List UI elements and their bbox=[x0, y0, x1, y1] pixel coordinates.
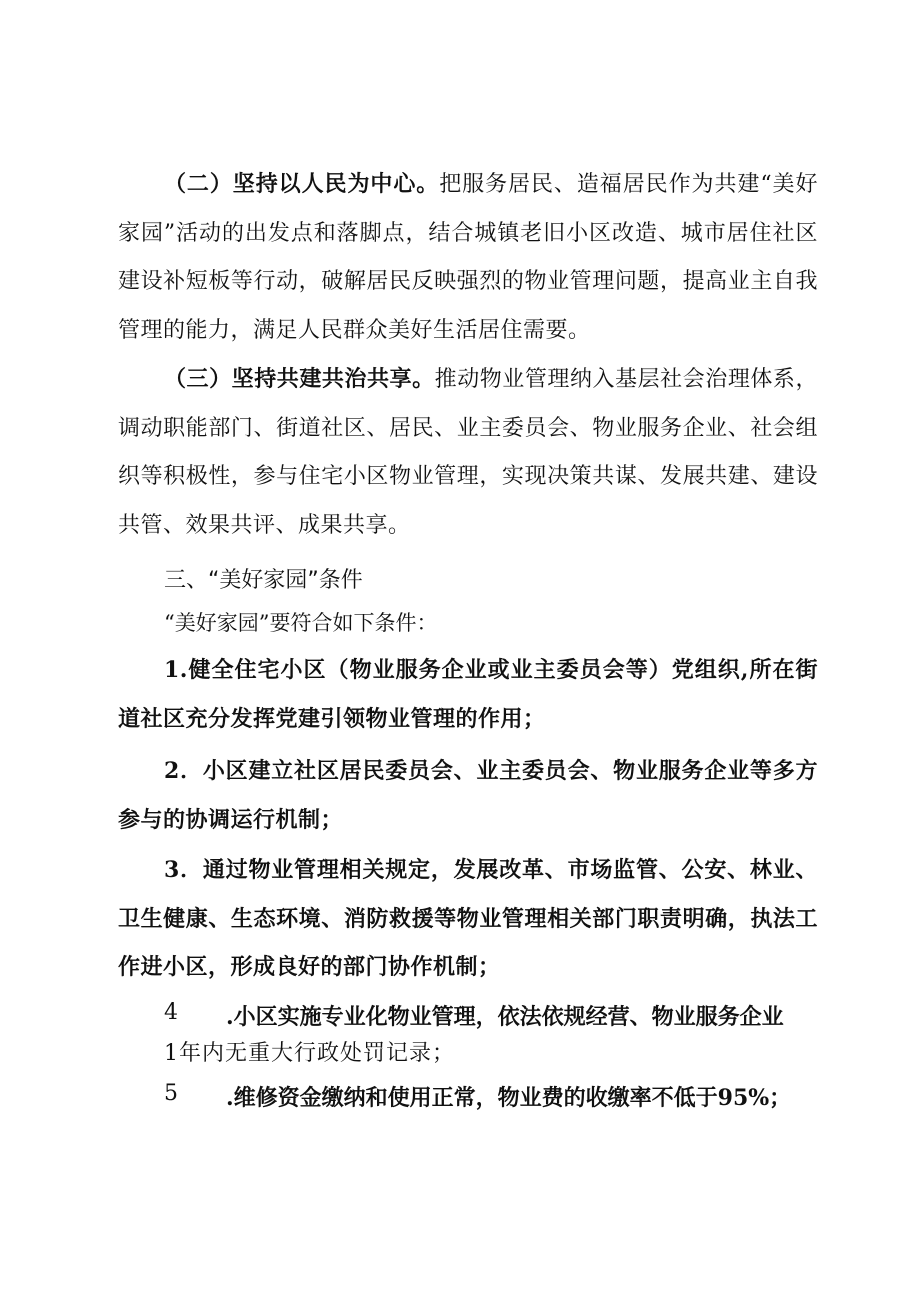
condition-item-5-number: 5 bbox=[164, 1081, 178, 1106]
condition-item-4-line-1: .小区实施专业化物业管理，依法依规经营、物业服务企业 bbox=[226, 1004, 784, 1030]
section-3-body: 推动物业管理纳入基层社会治理体系，调动职能部门、街道社区、居民、业主委员会、物业服务企业、社会组织等积极性，参与住宅小区物业管理，实现决策共谋、发展共建、建设共管、效果共评、成果共享。 bbox=[118, 367, 818, 538]
section-2-body: 把服务居民、造福居民作为共建“美好家园”活动的出发点和落脚点，结合城镇老旧小区改造、城市居住社区建设补短板等行动，破解居民反映强烈的物业管理问题，提高业主自我管理的能力，满足人民群众美好生活居住需要。 bbox=[118, 172, 818, 343]
conditions-intro: “美好家园”要符合如下条件： bbox=[164, 611, 438, 635]
section-2-title: （二）坚持以人民为中心。 bbox=[164, 171, 440, 197]
condition-item-1: 1.健全住宅小区（物业服务企业或业主委员会等）党组织,所在街道社区充分发挥党建引领物业管理的作用； bbox=[118, 657, 818, 732]
section-3-title: （三）坚持共建共治共享。 bbox=[164, 366, 435, 392]
chapter-heading: 三、“美好家园”条件 bbox=[164, 568, 363, 593]
section-2-paragraph bbox=[118, 160, 818, 355]
condition-item-2: 2．小区建立社区居民委员会、业主委员会、物业服务企业等多方参与的协调运行机制； bbox=[118, 758, 818, 833]
condition-item-4-line-2: 1年内无重大行政处罚记录； bbox=[164, 1041, 455, 1066]
section-3-paragraph bbox=[118, 355, 818, 550]
condition-item-3: 3．通过物业管理相关规定，发展改革、市场监管、公安、林业、卫生健康、生态环境、消防救援等物业管理相关部门职责明确，执法工作进小区，形成良好的部门协作机制； bbox=[118, 857, 818, 980]
condition-item-4-number: 4 bbox=[164, 1000, 178, 1025]
condition-item-5-text: .维修资金缴纳和使用正常，物业费的收缴率不低于95%； bbox=[226, 1085, 792, 1111]
